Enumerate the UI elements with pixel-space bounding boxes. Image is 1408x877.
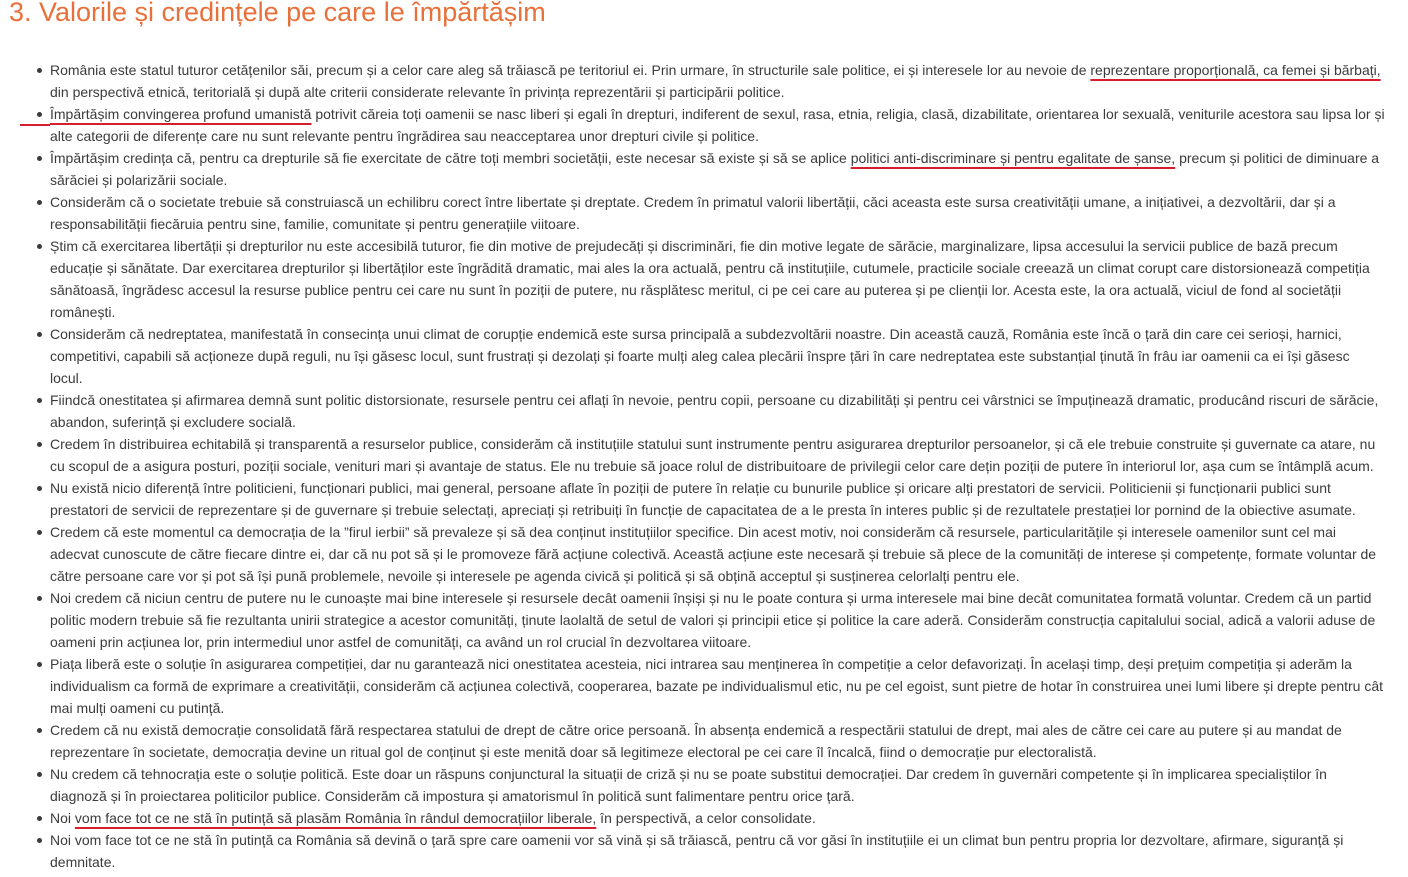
values-list (50, 59, 1386, 873)
item-text: în perspectivă, a celor consolidate. (596, 810, 816, 826)
list-item: Nu credem că tehnocrația este o soluție politică. Este doar un răspuns conjunctural la situații de criză și nu se poate substitui democrației. Dar credem în guvernări competente și în implicarea specialiștilor în diagnoză și în proiectarea politicilor publice. Considerăm că impostura și amatorismul în politică sunt falimentare pentru orice țară. (50, 763, 1386, 807)
list-item: Noi vom face tot ce ne stă în putință ca România să devină o țară spre care oamenii vor să vină și să trăiască, pentru că vor găsi în instituțiile ei un climat bun pentru propria lor dezvoltare, afirmare, siguranță și demnitate. (50, 829, 1386, 873)
list-item (50, 103, 1386, 147)
item-text: precum și politici de diminuare a sărăciei și polarizării sociale. (50, 150, 1380, 188)
list-item: Credem în distribuirea echitabilă și transparentă a resurselor publice, considerăm că instituțiile statului sunt instrumente pentru asigurarea drepturilor persoanelor, și că ele trebuie construite și guvernate ca atare, nu cu scopul de a asigura posturi, poziții sociale, venituri mari și avantaje de status. Ele nu trebuie să joace rolul de distribuitoare de privilegii celor care dețin poziții de putere în interiorul lor, așa cum se întâmplă acum. (50, 433, 1386, 477)
item-text: România este statul tuturor cetățenilor săi, precum și a celor care aleg să trăiască pe teritoriul ei. Prin urmare, în structurile sale politice, ei și interesele lor au nevoie de (50, 62, 1091, 78)
list-item: Considerăm că nedreptatea, manifestată în consecința unui climat de corupție endemică este sursa principală a subdezvoltării noastre. Din această cauză, România este încă o țară din care cei serioși, harnici, competitivi, capabili să acționeze după reguli, nu își găsesc locul, sunt frustrați și dezolați și foarte mulți aleg calea plecării înspre țări în care nedreptatea este substanțial ținută în frâu iar oamenii ca ei își găsesc locul. (50, 323, 1386, 389)
item-text: din perspectivă etnică, teritorială și după alte criterii considerate relevante în privința reprezentării și participării politice. (50, 84, 785, 100)
list-item: Fiindcă onestitatea și afirmarea demnă sunt politic distorsionate, resursele pentru cei aflați în nevoie, pentru copii, persoane cu dizabilități și pentru cei vârstnici se împuținează dramatic, producând riscuri de sărăcie, abandon, suferință și excludere socială. (50, 389, 1386, 433)
highlighted-phrase: reprezentare proporțională, ca femei și bărbați, (1090, 62, 1381, 78)
list-item: Știm că exercitarea libertății și drepturilor nu este accesibilă tuturor, fie din motive de prejudecăți și discriminări, fie din motive legate de sărăcie, marginalizare, lipsa accesului la servicii publice de bază precum educație și sănătate. Dar exercitarea drepturilor și libertăților este îngrădită dramatic, mai ales la ora actuală, pentru că instituțiile, cutumele, practicile sociale creează un climat corupt care distorsionează competiția sănătoasă, îngrădesc accesul la resurse publice pentru cei care nu sunt în poziții de putere, nu răsplătesc meritul, ci pe cei care au puterea și pe clienții lor. Acesta este, la ora actuală, viciul de fond al societății românești. (50, 235, 1386, 323)
item-text: potrivit căreia toți oamenii se nasc liberi și egali în drepturi, indiferent de sexul, rasa, etnia, religia, clasă, dizabilitate, orientarea lor sexuală, veniturile acestora sau lipsa lor și alte categorii de diferențe care nu sunt relevante pentru îngrădirea sau neacceptarea unor drepturi civile și politice. (50, 106, 1385, 144)
highlighted-phrase: politici anti-discriminare și pentru egalitate de șanse, (850, 150, 1176, 166)
list-item: Noi credem că niciun centru de putere nu le cunoaște mai bine interesele și resursele decât oamenii înșiși și nu le poate contura și urma interesele mai bine decât comunitatea formată voluntar. Credem că un partid politic modern trebuie să fie rezultanta unirii strategice a acestor comunități, ținute laolaltă de setul de valori și principii etice și politice la care aderă. Considerăm construcția capitalului social, adică a valorii aduse de oameni prin acțiunea lor, prin intermediul unor astfel de comunități, ca având un rol crucial în dezvoltarea viitoare. (50, 587, 1386, 653)
list-item: Considerăm că o societate trebuie să construiască un echilibru corect între libertate și dreptate. Credem în primatul valorii libertății, căci aceasta este sursa creativității umane, a inițiativei, a dezvoltării, dar și a responsabilității fiecăruia pentru sine, familie, comunitate și pentru generațiile viitoare. (50, 191, 1386, 235)
list-item: Nu există nicio diferență între politicieni, funcționari publici, mai general, persoane aflate în poziții de putere în relație cu bunurile publice și oricare alți prestatori de servicii. Politicienii și funcționarii publici sunt prestatori de servicii de reprezentare și de guvernare și trebuie selectați, apreciați și retribuiți în funcție de capacitatea de a le presta în interes public și de rezultatele prestației lor pornind de la obiective asumate. (50, 477, 1386, 521)
highlighted-phrase: Împărtășim convingerea profund umanistă (50, 106, 312, 122)
item-text: Noi (50, 810, 75, 826)
list-item (50, 59, 1386, 103)
item-text: Împărtășim credința că, pentru ca drepturile să fie exercitate de către toți membri societății, este necesar să existe și să se aplice (50, 150, 851, 166)
list-item (50, 807, 1386, 829)
highlighted-phrase: vom face tot ce ne stă în putință să plasăm România în rândul democrațiilor liberale, (74, 810, 597, 826)
list-item: Credem că nu există democrație consolidată fără respectarea statului de drept de către orice persoană. În absența endemică a respectării statului de drept, mai ales de către cei care au putere și au mandat de reprezentare în societate, democrația devine un ritual gol de conținut și este menită doar să legitimeze electoral pe cei care îl încalcă, fiind o democrație pur electoralistă. (50, 719, 1386, 763)
page-title: 3. Valorile și credințele pe care le împărtășim (9, 0, 546, 27)
list-item: Piața liberă este o soluție în asigurarea competiției, dar nu garantează nici onestitatea acesteia, nici intrarea sau menținerea în competiție a celor defavorizați. În același timp, deși prețuim competiția și aderăm la individualism ca formă de exprimare a creativității, considerăm că acțiunea colectivă, cooperarea, bazate pe individualismul etic, nu pe cel egoist, sunt pietre de hotar în construirea unei lumi libere și drepte pentru cât mai mulți oameni cu putință. (50, 653, 1386, 719)
list-item (50, 147, 1386, 191)
list-item: Credem că este momentul ca democrația de la ”firul ierbii” să prevaleze și să dea conținut instituțiilor specifice. Din acest motiv, noi considerăm că resursele, particularitățile și interesele oamenilor sunt cel mai adecvat cunoscute de către fiecare dintre ei, dar că nu pot să și le promoveze fără acțiune colectivă. Această acțiune este necesară și trebuie să plece de la comunități de interese și competențe, formate voluntar de către persoane care vor și pot să își pună problemele, nevoile și interesele pe agenda civică și politică și să obțină acceptul și susținerea celorlalți pentru ele. (50, 521, 1386, 587)
